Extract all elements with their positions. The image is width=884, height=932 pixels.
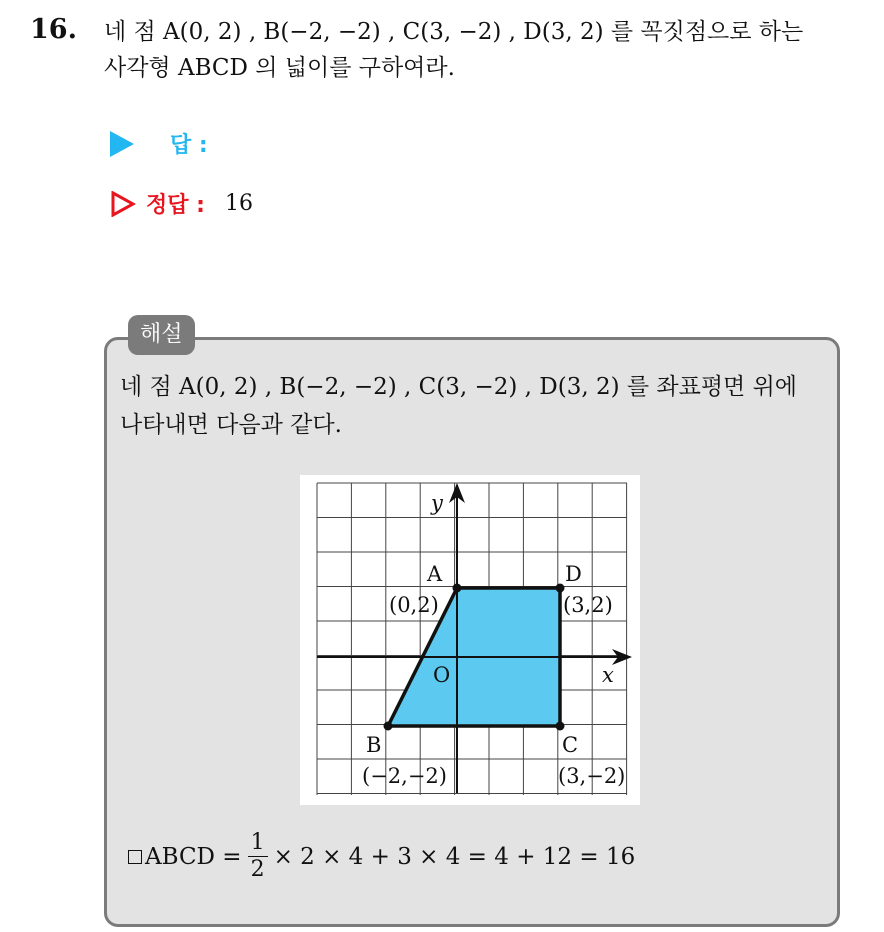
correct-answer-row <box>110 188 253 219</box>
point-b-label: B <box>366 733 382 757</box>
square-symbol-icon <box>128 850 142 864</box>
explanation-text <box>120 368 830 444</box>
outline-triangle-icon <box>110 191 136 217</box>
point-b-dot <box>384 722 393 731</box>
correct-answer-value: 16 <box>224 191 253 216</box>
point-d-label: D <box>565 562 582 586</box>
explanation-tag: 해설 <box>128 315 195 355</box>
fraction-numerator: 1 <box>248 830 268 857</box>
explanation-line-1: 네 점 A(0, 2) , B(−2, −2) , C(3, −2) , D(3, 2) 를 좌표평면 위에 <box>120 374 798 400</box>
point-a-label: A <box>427 562 443 586</box>
fraction-denominator: 2 <box>250 857 265 882</box>
point-c-coord: (3,−2) <box>558 764 626 788</box>
answer-label: 답 : <box>170 133 208 158</box>
coordinate-graph <box>300 475 640 805</box>
fraction <box>248 830 268 883</box>
explanation-line-2: 나타내면 다음과 같다. <box>120 412 342 438</box>
point-a-dot <box>453 584 462 593</box>
point-d-dot <box>556 584 565 593</box>
point-c-label: C <box>562 733 579 757</box>
question-number: 16. <box>30 14 77 45</box>
question-text <box>104 14 874 86</box>
area-formula <box>128 830 635 883</box>
formula-rhs: × 2 × 4 + 3 × 4 = 4 + 12 = 16 <box>273 843 636 870</box>
x-axis-label: x <box>602 663 614 687</box>
point-a-coord: (0,2) <box>389 593 439 617</box>
question-line-1: 네 점 A(0, 2) , B(−2, −2) , C(3, −2) , D(3, 2) 를 꼭짓점으로 하는 <box>104 19 804 45</box>
question-line-2: 사각형 ABCD 의 넓이를 구하여라. <box>104 55 455 81</box>
origin-label: O <box>433 663 451 687</box>
play-triangle-icon <box>110 131 134 157</box>
point-d-coord: (3,2) <box>563 593 613 617</box>
point-b-coord: (−2,−2) <box>362 764 447 788</box>
correct-answer-label: 정답 : <box>146 193 205 218</box>
point-c-dot <box>556 722 565 731</box>
formula-lhs: ABCD = <box>145 843 242 870</box>
y-axis-label: y <box>431 491 443 515</box>
answer-row <box>110 128 208 159</box>
